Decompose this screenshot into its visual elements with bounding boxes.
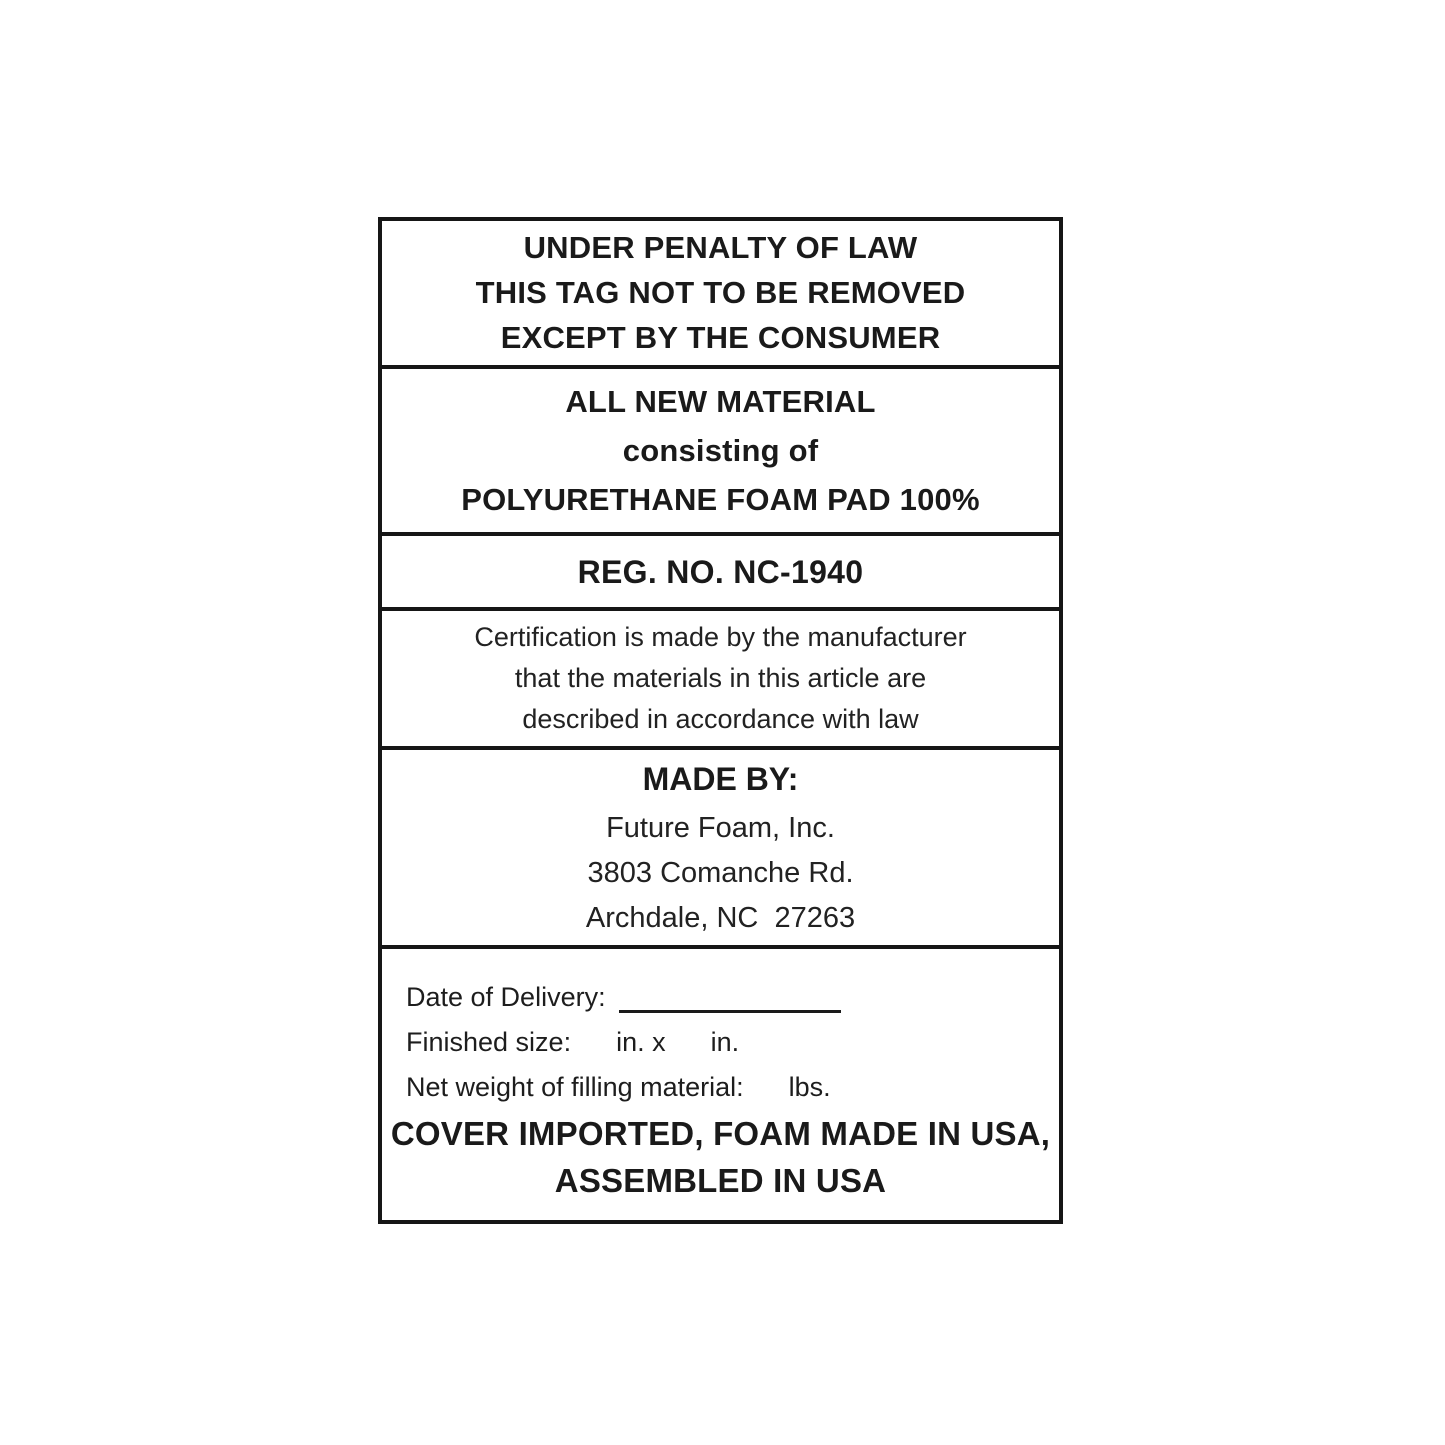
manufacturer-city-state-zip: Archdale, NC 27263: [585, 901, 856, 934]
made-by-heading: MADE BY:: [642, 760, 799, 797]
net-weight-field: Net weight of filling material: lbs.: [406, 1072, 831, 1102]
date-blank-line: [619, 1010, 841, 1013]
certification-section: [382, 611, 1059, 750]
manufacturer-street: 3803 Comanche Rd.: [587, 856, 854, 889]
penalty-line-2: THIS TAG NOT TO BE REMOVED: [475, 275, 966, 311]
date-of-delivery-label: Date of Delivery:: [406, 982, 606, 1012]
delivery-section: [382, 949, 1059, 1220]
material-line-3: POLYURETHANE FOAM PAD 100%: [461, 481, 980, 517]
finished-size-field: Finished size: in. x in.: [406, 1027, 740, 1057]
delivery-fields: [382, 975, 1059, 1110]
penalty-line-3: EXCEPT BY THE CONSUMER: [500, 320, 941, 356]
manufacturer-name: Future Foam, Inc.: [606, 811, 835, 844]
registration-number: REG. NO. NC-1940: [577, 553, 864, 590]
certification-line-2: that the materials in this article are: [514, 663, 927, 694]
origin-line-2: ASSEMBLED IN USA: [554, 1162, 887, 1199]
material-line-1: ALL NEW MATERIAL: [565, 383, 876, 419]
penalty-section: [382, 221, 1059, 369]
registration-section: [382, 536, 1059, 612]
certification-line-3: described in accordance with law: [522, 704, 919, 735]
certification-line-1: Certification is made by the manufacturer: [474, 622, 967, 653]
law-tag-label: [378, 217, 1063, 1224]
origin-statement: [382, 1110, 1059, 1204]
material-section: [382, 369, 1059, 536]
material-line-2: consisting of: [622, 432, 819, 468]
date-of-delivery-field: [406, 975, 1059, 1020]
penalty-line-1: UNDER PENALTY OF LAW: [523, 230, 918, 266]
made-by-section: [382, 750, 1059, 949]
origin-line-1: COVER IMPORTED, FOAM MADE IN USA,: [390, 1115, 1051, 1152]
